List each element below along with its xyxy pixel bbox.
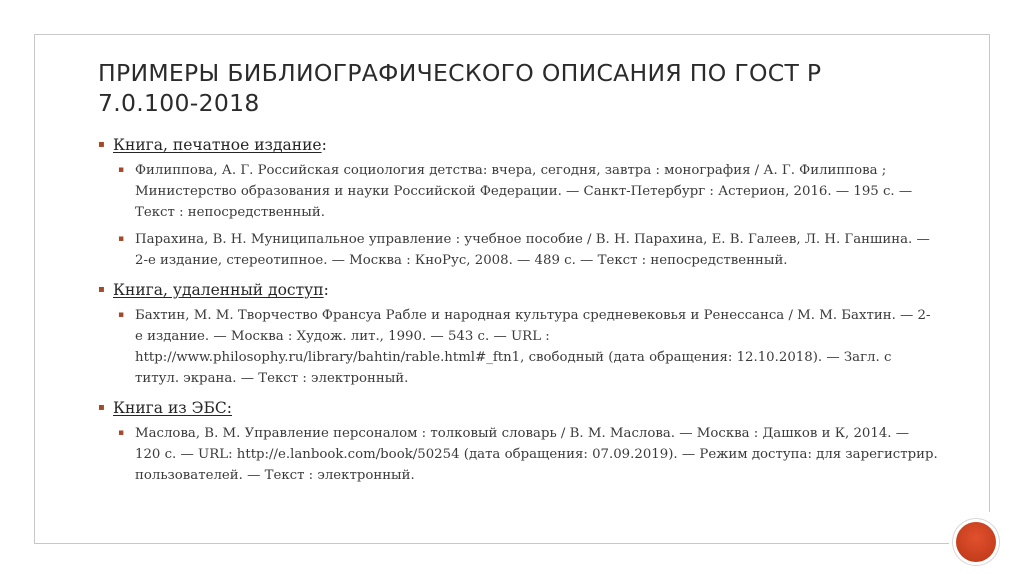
frame-bottom-line — [34, 543, 949, 544]
section-heading — [98, 398, 938, 418]
section-heading-label: Книга, печатное издание — [113, 136, 322, 154]
entry-list — [98, 160, 938, 271]
bibliography-entry — [98, 423, 938, 486]
frame-top-line — [34, 34, 990, 35]
frame-right-line — [989, 34, 990, 512]
entry-text: Бахтин, М. М. Творчество Франсуа Рабле и народная культура средневековья и Ренессанса / М. М. Бахтин. — 2-е издание. — Москва : Худож. лит., 1990. — 543 с. — URL : http://www.philosophy.ru/library/bahtin/rable.html#_ftn1, свободный (дата обращения: 12.10.2018). — Загл. с титул. экрана. — Текст : электронный. — [135, 308, 931, 386]
section-heading — [98, 280, 938, 300]
bibliography-entry — [98, 305, 938, 389]
entry-list — [98, 305, 938, 389]
entry-text: Маслова, В. М. Управление персоналом : толковый словарь / В. М. Маслова. — Москва : Дашков и К, 2014. — 120 с. — URL: http://e.lanbook.com/book/50254 (дата обращения: 07.09.2019). — Режим доступа: для зарегистрир. пользователей. — Текст : электронный. — [135, 426, 938, 483]
section-heading-colon: : — [321, 136, 327, 154]
bibliography-entry — [98, 229, 938, 271]
section-heading — [98, 135, 938, 155]
section-heading-label: Книга из ЭБС: — [113, 399, 232, 417]
slide-nav-circle-icon[interactable] — [956, 522, 996, 562]
entry-text: Филиппова, А. Г. Российская социология детства: вчера, сегодня, завтра : монография / А. Г. Филиппова ; Министерство образования и науки Российской Федерации. — Санкт-Петербург : Астерион, 2016. — 195 с. — Текст : непосредственный. — [135, 163, 913, 220]
section-ebs-book — [98, 398, 938, 486]
square-bullet-icon: ▪ — [118, 234, 125, 244]
slide-title: ПРИМЕРЫ БИБЛИОГРАФИЧЕСКОГО ОПИСАНИЯ ПО ГОСТ Р 7.0.100-2018 — [98, 59, 822, 117]
section-print-book — [98, 135, 938, 271]
section-remote-book — [98, 280, 938, 389]
bibliography-entry — [98, 160, 938, 223]
square-bullet-icon: ▪ — [98, 284, 105, 295]
entry-text: Парахина, В. Н. Муниципальное управление : учебное пособие / В. Н. Парахина, Е. В. Галеев, Л. Н. Ганшина. — 2-е издание, стереотипное. — Москва : КноРус, 2008. — 489 с. — Текст : непосредственный. — [135, 232, 930, 268]
square-bullet-icon: ▪ — [98, 139, 105, 150]
frame-left-line — [34, 34, 35, 544]
square-bullet-icon: ▪ — [118, 310, 125, 320]
square-bullet-icon: ▪ — [118, 165, 125, 175]
section-heading-colon: : — [323, 281, 329, 299]
square-bullet-icon: ▪ — [98, 402, 105, 413]
slide-content — [98, 135, 938, 486]
square-bullet-icon: ▪ — [118, 428, 125, 438]
entry-list — [98, 423, 938, 486]
section-heading-label: Книга, удаленный доступ — [113, 281, 324, 299]
